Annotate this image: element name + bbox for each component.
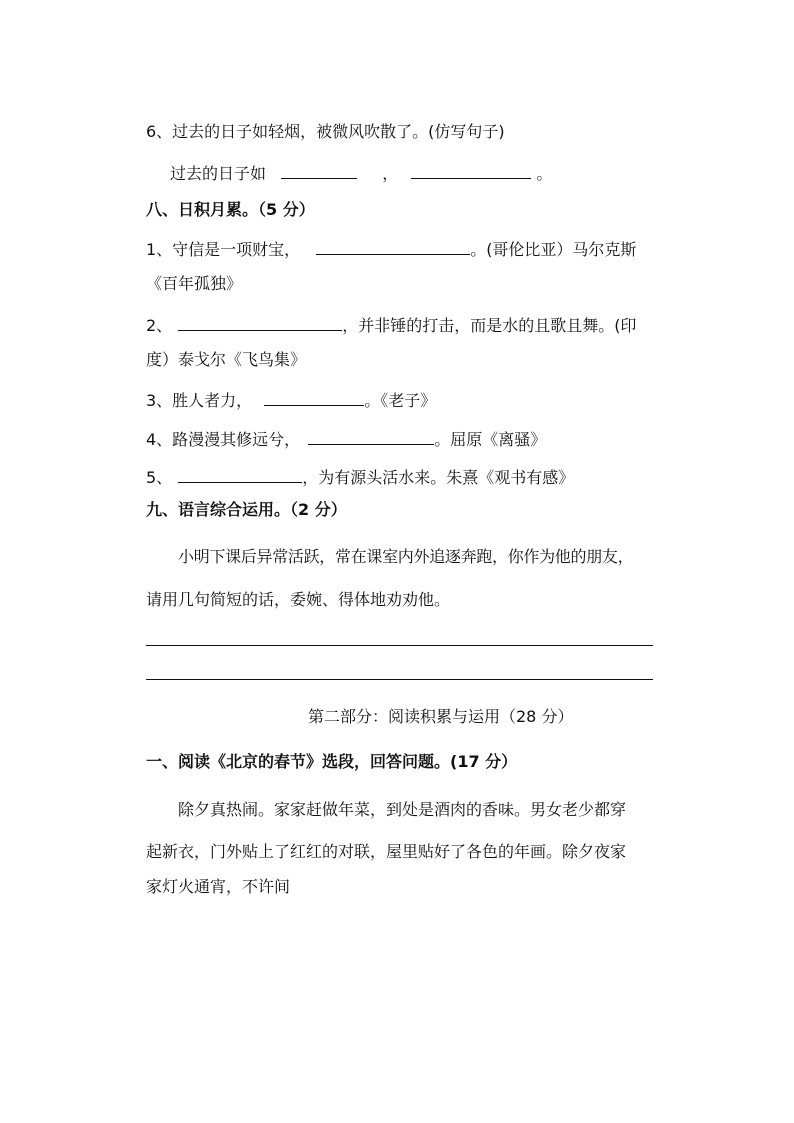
q6-blank-1[interactable] (281, 160, 357, 179)
s8-item-2-pre: 2、 (146, 316, 173, 335)
part2-title: 第二部分：阅读积累与运用（28 分） (308, 707, 574, 726)
s8-item-1 (146, 236, 636, 262)
s8-item-3-post: 。《老子》 (364, 391, 437, 410)
q6-blank-2[interactable] (411, 160, 531, 179)
section9-heading: 九、语言综合运用。（2 分） (146, 500, 347, 519)
s8-item-1-post: 。(哥伦比亚）马尔克斯 (470, 240, 637, 259)
s8-item-3 (146, 387, 436, 413)
s8-item-5-pre: 5、 (146, 468, 173, 487)
reading1-heading: 一、阅读《北京的春节》选段，回答问题。(17 分） (146, 752, 518, 771)
s8-item-1-blank[interactable] (316, 236, 470, 255)
s8-item-4 (146, 426, 546, 452)
s8-item-5-blank[interactable] (178, 464, 302, 483)
s8-item-5 (146, 464, 574, 490)
s8-item-2 (146, 312, 636, 338)
s8-item-2-blank[interactable] (178, 312, 342, 331)
reading1-line3: 家灯火通宵，不许间 (146, 877, 291, 896)
s8-item-1-cont: 《百年孤独》 (146, 274, 243, 293)
s8-item-4-pre: 4、路漫漫其修远兮， (146, 430, 301, 449)
s8-item-2-post: ，并非锤的打击，而是水的且歌且舞。(印 (342, 316, 637, 335)
reading1-line2: 起新衣，门外贴上了红红的对联，屋里贴好了各色的年画。除夕夜家 (146, 842, 627, 861)
reading1-line1: 除夕真热闹。家家赶做年菜，到处是酒肉的香味。男女老少都穿 (178, 800, 627, 819)
answer-line-2[interactable] (146, 679, 653, 680)
s8-item-2-cont: 度）泰戈尔《飞鸟集》 (146, 350, 307, 369)
s8-item-5-post: ，为有源头活水来。朱熹《观书有感》 (302, 468, 575, 487)
answer-line-1[interactable] (146, 645, 653, 646)
q6-prompt: 6、过去的日子如轻烟，被微风吹散了。(仿写句子) (146, 122, 505, 141)
q6-comma: ， (382, 164, 399, 183)
s8-item-4-post: 。屈原《离骚》 (434, 430, 547, 449)
q6-answer-line (170, 160, 552, 186)
s8-item-4-blank[interactable] (308, 426, 434, 445)
s8-item-1-pre: 1、守信是一项财宝， (146, 240, 301, 259)
q6-answer-prefix: 过去的日子如 (170, 164, 267, 183)
section9-paragraph-line1: 小明下课后异常活跃，常在课室内外追逐奔跑，你作为他的朋友， (178, 547, 634, 566)
q6-period: 。 (536, 164, 553, 183)
s8-item-3-blank[interactable] (264, 387, 364, 406)
section9-paragraph-line2: 请用几句简短的话，委婉、得体地劝劝他。 (146, 590, 451, 609)
section8-heading: 八、日积月累。（5 分） (146, 200, 315, 219)
s8-item-3-pre: 3、胜人者力， (146, 391, 253, 410)
